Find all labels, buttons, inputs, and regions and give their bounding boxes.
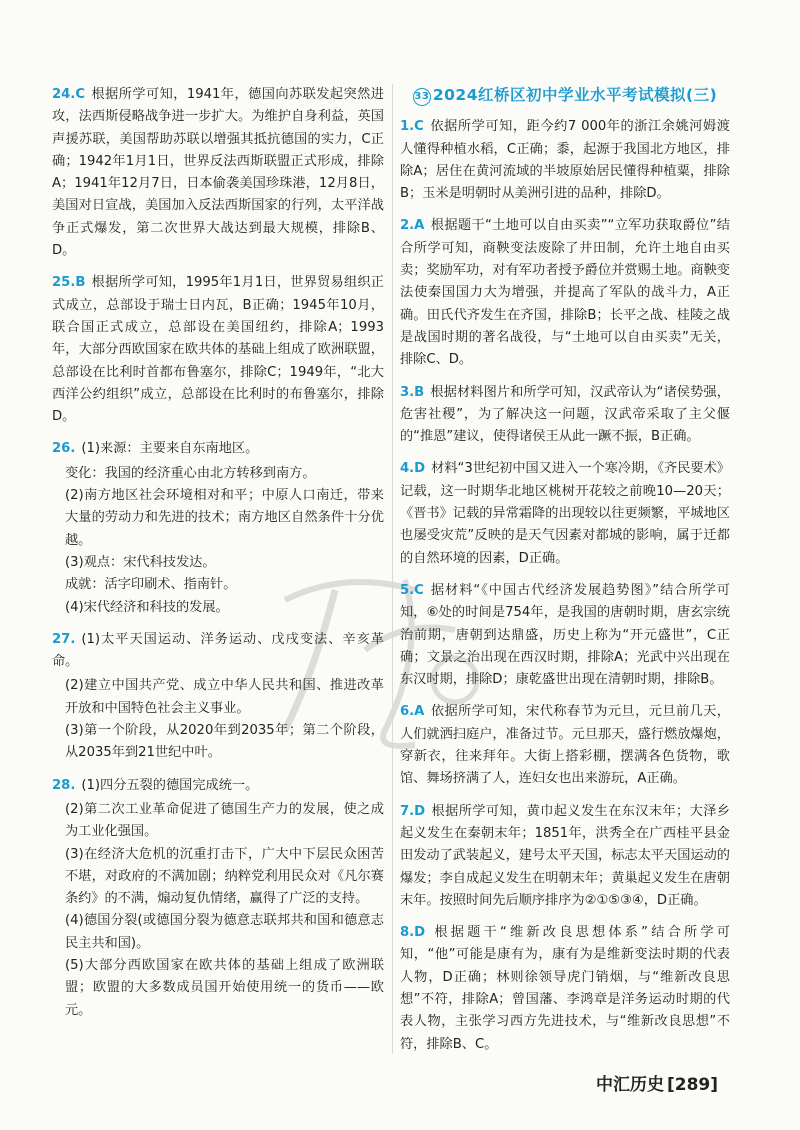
answer-25: [52, 272, 384, 428]
answer-number: 8.D: [400, 925, 426, 941]
answer-text: 据材料“《中国古代经济发展趋势图》”结合所学可知，⑥处的时间是754年，是我国的唐朝时期，唐玄宗统治前期，唐朝到达鼎盛，历史上称为“开元盛世”，C正确；文景之治出现在西汉时期，排除A；光武中兴出现在东汉时期，排除D；康乾盛世出现在清朝时期，排除B。: [400, 582, 730, 688]
answer-part: (3)在经济大危机的沉重打击下，广大中下层民众困苦不堪，对政府的不满加剧；纳粹党利用民众对《凡尔赛条约》的不满，煽动复仇情绪，赢得了广泛的支持。: [65, 846, 384, 907]
answer-8: [400, 922, 730, 1056]
left-column: [52, 84, 384, 1032]
section-number-badge: 33: [413, 88, 431, 106]
answer-number: 5.C: [400, 582, 424, 598]
answer-text: 根据材料图片和所学可知，汉武帝认为“诸侯势强，危害社稷”，为了解决这一问题，汉武帝采取了主父偃的“推恩”建议，使得诸侯王从此一蹶不振，B正确。: [400, 384, 730, 445]
answer-number: 3.B: [400, 384, 425, 400]
answer-part: 变化：我国的经济重心由北方转移到南方。: [65, 465, 316, 481]
answer-2: [400, 215, 730, 371]
answer-number: 6.A: [400, 704, 425, 720]
answer-part: (5)大部分西欧国家在欧共体的基础上组成了欧洲联盟；欧盟的大多数成员国开始使用统一的货币——欧元。: [65, 957, 384, 1018]
answer-text: 根据所学可知，黄巾起义发生在东汉末年；大泽乡起义发生在秦朝末年；1851年，洪秀全在广西桂平县金田发动了武装起义，建号太平天国，标志太平天国运动的爆发；李自成起义发生在明朝末年；黄巢起义发生在唐朝末年。按照时间先后顺序排序为②①⑤③④，D正确。: [400, 803, 730, 908]
page-footer: [596, 1070, 718, 1095]
answer-text: 根据所学可知，1941年，德国向苏联发起突然进攻，法西斯侵略战争进一步扩大。为维护自身利益，英国声援苏联，美国帮助苏联以增强其抵抗德国的实力，C正确；1942年1月1日，世界反法西斯联盟正式形成，排除A；1941年12月7日，日本偷袭美国珍珠港，12月8日，美国对日宣战，美国加入反法西斯国家的行列，太平洋战争正式爆发，第二次世界大战达到最大规模，排除B、D。: [52, 87, 384, 259]
answer-24: [52, 84, 384, 262]
answer-7: [400, 801, 730, 912]
answer-text: 材料“3世纪初中国又进入一个寒冷期，《齐民要术》记载，这一时期华北地区桃树开花较之前晚10—20天；《晋书》记载的异常霜降的出现较以往更频繁，平城地区也屡受灾荒”反映的是天气因素对都城的影响，属于迁都的自然环境的因素，D正确。: [400, 461, 730, 566]
page-number: [289]: [666, 1075, 718, 1095]
answer-text: 依据所学可知，宋代称春节为元旦，元旦前几天，人们就洒扫庭户，准备过节。元旦那天，盛行燃放爆炮，穿新衣，往来拜年。大街上搭彩棚，摆满各色货物，歌馆、舞场挤满了人，连妇女也出来游玩，A正确。: [400, 704, 730, 787]
footer-label: 中汇历史: [595, 1075, 664, 1095]
right-column: [400, 84, 730, 1066]
answer-part: (3)第一个阶段，从2020年到2035年；第二个阶段，从2035年到21世纪中叶。: [65, 723, 384, 761]
answer-part: (3)观点：宋代科技发达。: [65, 554, 216, 570]
section-title: [400, 84, 730, 106]
answer-part: (4)德国分裂(或德国分裂为德意志联邦共和国和德意志民主共和国)。: [65, 913, 384, 951]
answer-number: 24.C: [52, 87, 86, 102]
answer-part: (2)第二次工业革命促进了德国生产力的发展，使之成为工业化强国。: [65, 801, 384, 840]
answer-number: 26.: [52, 441, 76, 457]
answer-part: (4)宋代经济和科技的发展。: [65, 599, 229, 615]
answer-part: (1)来源：主要来自东南地区。: [81, 441, 259, 457]
answer-26: [52, 438, 384, 618]
answer-text: 根据题干“维新改良思想体系”结合所学可知，“他”可能是康有为，康有为是维新变法时期的代表人物，D正确；林则徐领导虎门销烟，与“维新改良思想”不符，排除A；曾国藩、李鸿章是洋务运动时期的代表人物，主张学习西方先进技术，与“维新改良思想”不符，排除B、C。: [400, 925, 730, 1052]
answer-28: [52, 775, 384, 1022]
answer-part: 成就：活字印刷术、指南针。: [65, 577, 237, 593]
answer-number: 27.: [52, 631, 76, 647]
answer-text: 根据所学可知，1995年1月1日，世界贸易组织正式成立，总部设于瑞士日内瓦，B正确；1945年10月，联合国正式成立，总部设在美国纽约，排除A；1993年，大部分西欧国家在欧共体的基础上组成了欧洲联盟，总部设在比利时首都布鲁塞尔，排除C；1949年，“北大西洋公约组织”成立，总部设在比利时的布鲁塞尔，排除D。: [52, 275, 384, 425]
answer-part: (2)建立中国共产党、成立中华人民共和国、推进改革开放和中国特色社会主义事业。: [65, 678, 384, 716]
answer-part: (2)南方地区社会环境相对和平；中原人口南迁，带来大量的劳动力和先进的技术；南方地区自然条件十分优越。: [65, 488, 384, 548]
answer-1: [400, 116, 730, 205]
answer-27: [52, 629, 384, 765]
answer-number: 1.C: [400, 119, 424, 135]
column-divider: [392, 84, 393, 1054]
answer-number: 2.A: [400, 218, 425, 234]
answer-5: [400, 580, 730, 691]
answer-part: (1)四分五裂的德国完成统一。: [81, 777, 259, 793]
answer-number: 28.: [52, 777, 76, 793]
answer-6: [400, 701, 730, 790]
answer-3: [400, 382, 730, 449]
answer-number: 25.B: [52, 275, 86, 291]
answer-4: [400, 458, 730, 569]
answer-number: 7.D: [400, 803, 426, 819]
answer-number: 4.D: [400, 461, 426, 477]
answer-text: 依据所学可知，距今约7 000年的浙江余姚河姆渡人懂得种植水稻，C正确；黍，起源于我国北方地区，排除A；居住在黄河流域的半坡原始居民懂得种植粟，排除B；玉米是明朝时从美洲引进的品种，排除D。: [400, 119, 730, 202]
answer-part: (1)太平天国运动、洋务运动、戊戌变法、辛亥革命。: [52, 631, 384, 670]
answer-text: 根据题干“土地可以自由买卖”“立军功获取爵位”结合所学可知，商鞅变法废除了井田制，允许土地自由买卖；奖励军功，对有军功者授予爵位并赏赐土地。商鞅变法使秦国国力大为增强，并提高了军队的战斗力，A正确。田氏代齐发生在齐国，排除B；长平之战、桂陵之战是战国时期的著名战役，与“土地可以自由买卖”无关，排除C、D。: [400, 218, 730, 368]
section-title-text: 2024红桥区初中学业水平考试模拟(三): [432, 86, 718, 104]
